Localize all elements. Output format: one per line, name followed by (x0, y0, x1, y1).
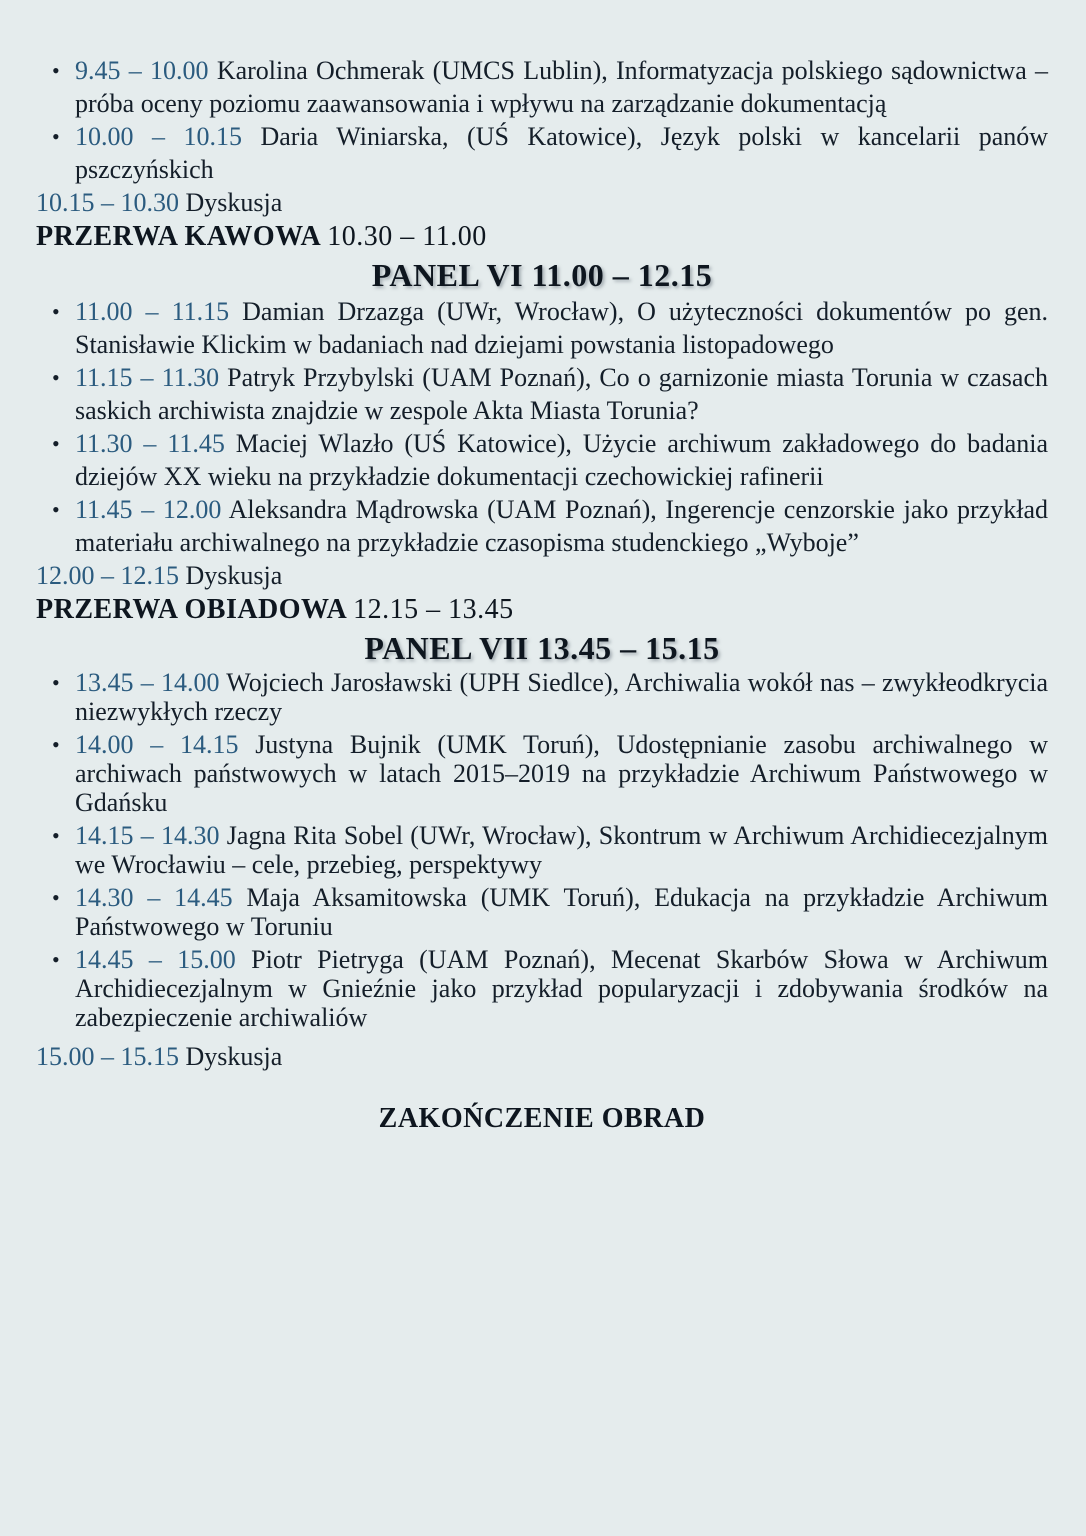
session-time: 14.30 – 14.45 (75, 883, 233, 912)
session-title: Aleksandra Mądrowska (UAM Poznań), Ingerencje cenzorskie jako przykład materiału archiwalnego na przykładzie czasopisma studenckiego „Wyboje” (75, 495, 1048, 557)
session-item (36, 54, 1048, 120)
session-time: 11.45 – 12.00 (75, 495, 222, 524)
session-title: Maja Aksamitowska (UMK Toruń), Edukacja na przykładzie Archiwum Państwowego w Toruniu (75, 883, 1048, 941)
discussion-row (36, 559, 1048, 592)
session-title: Karolina Ochmerak (UMCS Lublin), Informatyzacja polskiego sądownictwa – próba oceny poziomu zaawansowania i wpływu na zarządzanie dokumentacją (75, 56, 1049, 118)
session-title: Maciej Wlazło (UŚ Katowice), Użycie archiwum zakładowego do badania dziejów XX wieku na przykładzie dokumentacji czechowickiej rafinerii (75, 429, 1049, 491)
session-title: Justyna Bujnik (UMK Toruń), Udostępnianie zasobu archiwalnego w archiwach państwowych w latach 2015–2019 na przykładzie Archiwum Państwowego w Gdańsku (75, 730, 1049, 817)
session-title: Jagna Rita Sobel (UWr, Wrocław), Skontrum w Archiwum Archidiecezjalnym we Wrocławiu – cele, przebieg, perspektywy (75, 821, 1049, 879)
session-time: 14.45 – 15.00 (75, 945, 236, 974)
panel-vi-heading (36, 255, 1048, 295)
discussion-row (36, 186, 1048, 219)
panel-title: PANEL VI (371, 257, 524, 293)
lunch-break-heading (36, 592, 1048, 628)
session-time: 13.45 – 14.00 (75, 668, 220, 697)
break-time: 12.15 – 13.45 (353, 594, 514, 625)
session-time: 11.00 – 11.15 (75, 297, 230, 326)
session-time: 9.45 – 10.00 (75, 56, 209, 85)
session-time: 14.00 – 14.15 (75, 730, 239, 759)
panel-vii-heading (36, 628, 1048, 668)
session-item (36, 295, 1048, 361)
session-title: Daria Winiarska, (UŚ Katowice), Język polski w kancelarii panów pszczyńskich (75, 122, 1049, 184)
session-list-panel-vi (36, 295, 1048, 559)
panel-time: 11.00 – 12.15 (531, 257, 713, 293)
session-item (36, 883, 1048, 941)
discussion-time: 10.15 – 10.30 (36, 188, 179, 217)
session-title: Patryk Przybylski (UAM Poznań), Co o garnizonie miasta Torunia w czasach saskich archiwista znajdzie w zespole Akta Miasta Torunia? (75, 363, 1049, 425)
closing-label: ZAKOŃCZENIE OBRAD (378, 1103, 706, 1134)
session-item (36, 120, 1048, 186)
discussion-label: Dyskusja (185, 561, 283, 590)
discussion-time: 15.00 – 15.15 (36, 1042, 179, 1071)
session-item (36, 668, 1048, 726)
session-list-panel-vii (36, 668, 1048, 1032)
session-time: 10.00 – 10.15 (75, 122, 242, 151)
session-list-morning (36, 54, 1048, 186)
panel-title: PANEL VII (364, 630, 529, 666)
panel-time: 13.45 – 15.15 (537, 630, 720, 666)
session-title: Wojciech Jarosławski (UPH Siedlce), Archiwalia wokół nas – zwykłeodkrycia niezwykłych rzeczy (75, 668, 1049, 726)
session-item (36, 945, 1048, 1032)
session-item (36, 821, 1048, 879)
coffee-break-heading (36, 219, 1048, 255)
break-label: PRZERWA OBIADOWA (36, 594, 346, 625)
break-label: PRZERWA KAWOWA (36, 221, 320, 252)
discussion-time: 12.00 – 12.15 (36, 561, 179, 590)
session-time: 11.15 – 11.30 (75, 363, 220, 392)
session-item (36, 361, 1048, 427)
session-time: 14.15 – 14.30 (75, 821, 220, 850)
session-item (36, 427, 1048, 493)
session-title: Damian Drzazga (UWr, Wrocław), O użyteczności dokumentów po gen. Stanisławie Klickim w badaniach nad dziejami powstania listopadowego (75, 297, 1048, 359)
closing-heading (36, 1101, 1048, 1137)
session-item (36, 493, 1048, 559)
discussion-label: Dyskusja (185, 1042, 283, 1071)
session-time: 11.30 – 11.45 (75, 429, 225, 458)
break-time: 10.30 – 11.00 (327, 221, 487, 252)
discussion-label: Dyskusja (185, 188, 283, 217)
discussion-row (36, 1040, 1048, 1073)
session-title: Piotr Pietryga (UAM Poznań), Mecenat Skarbów Słowa w Archiwum Archidiecezjalnym w Gnieźnie jako przykład popularyzacji i zdobywania środków na zabezpieczenie archiwaliów (75, 945, 1049, 1032)
session-item (36, 730, 1048, 817)
